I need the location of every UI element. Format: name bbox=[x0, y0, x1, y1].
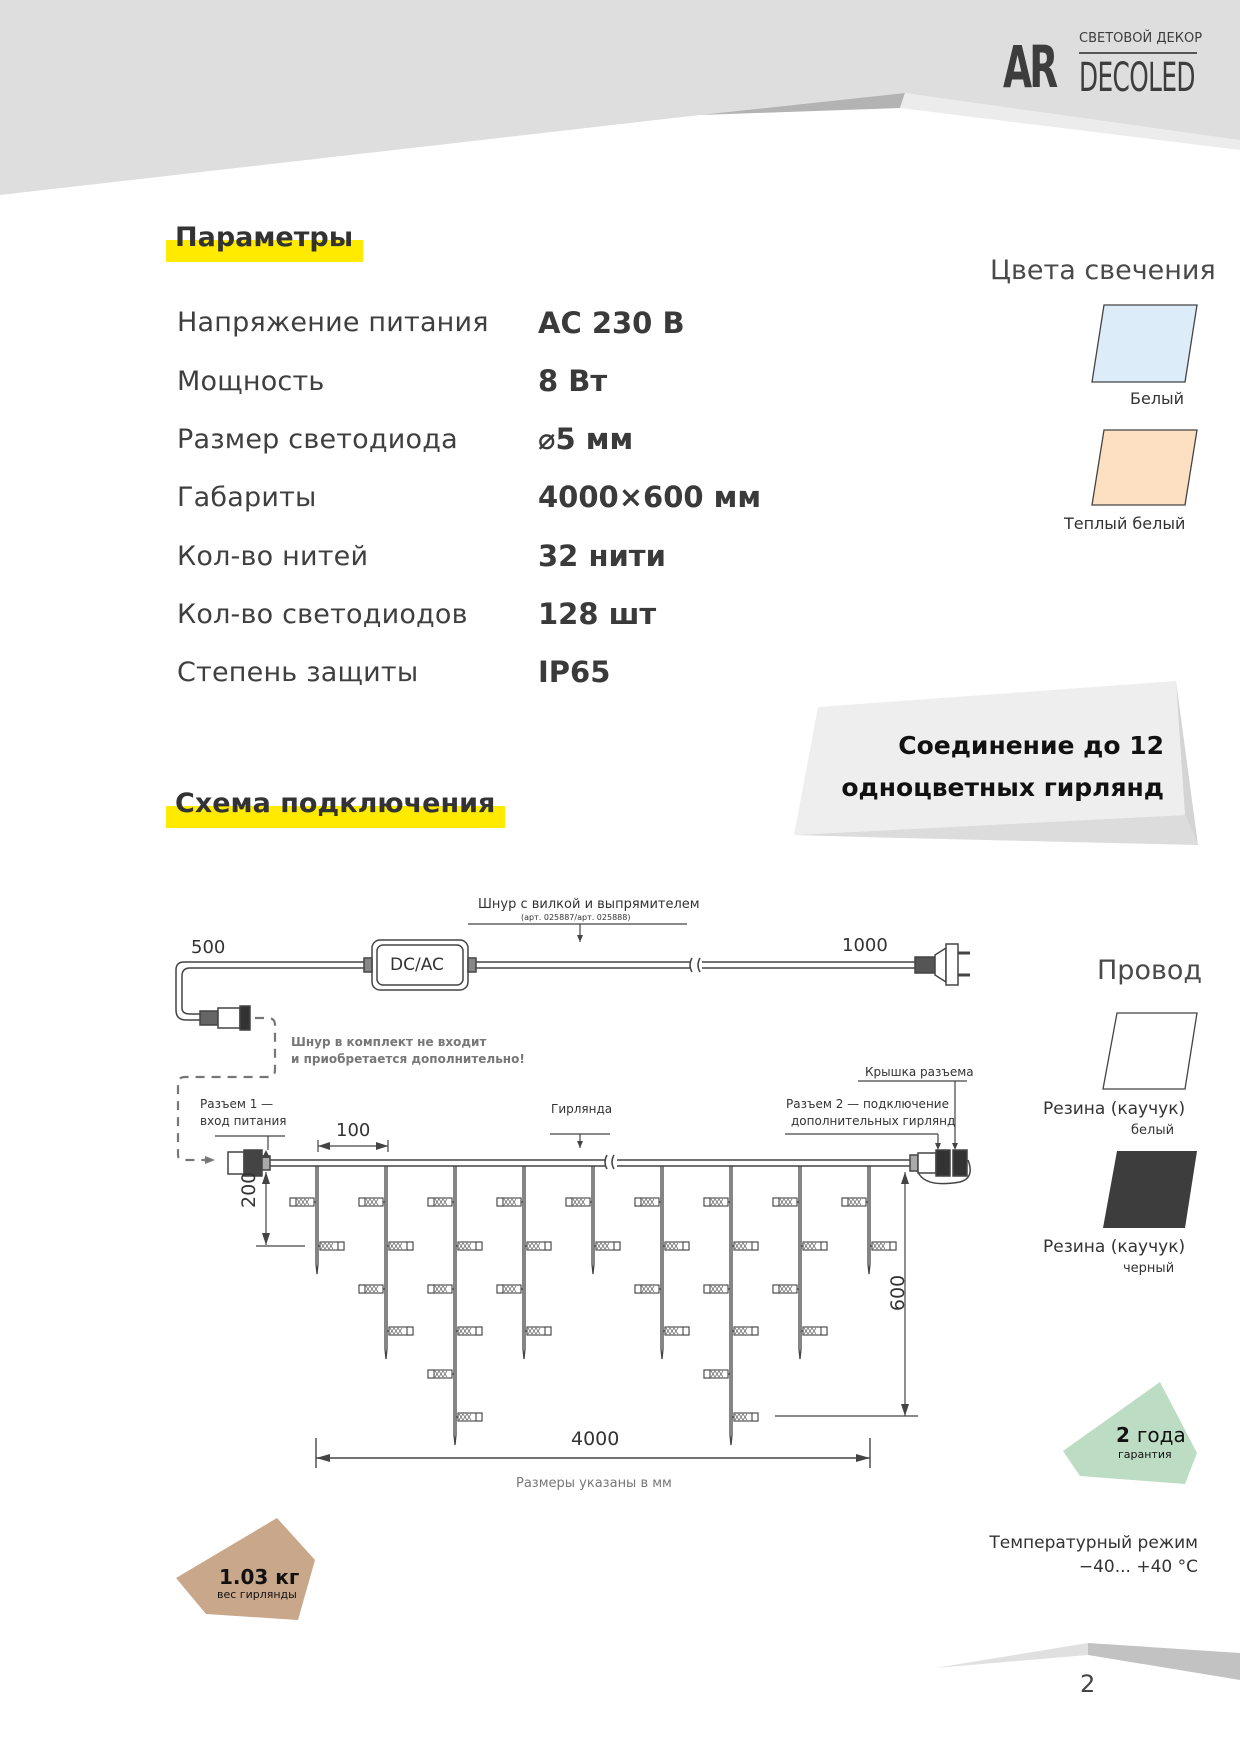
led-bulb bbox=[842, 1198, 868, 1206]
weight-value: 1.03 кг bbox=[219, 1565, 300, 1589]
cord-connector-body bbox=[218, 1008, 240, 1028]
led-bulb bbox=[387, 1242, 413, 1250]
warranty-caption: гарантия bbox=[1118, 1448, 1172, 1461]
led-bulb bbox=[456, 1242, 482, 1250]
led-bulb bbox=[663, 1327, 689, 1335]
arrowhead bbox=[901, 1404, 909, 1416]
led-bulb bbox=[773, 1285, 799, 1293]
plug-strain-relief bbox=[915, 957, 935, 973]
garland-strands bbox=[290, 1166, 896, 1445]
param-value: AC 230 В bbox=[538, 306, 685, 340]
led-bulb bbox=[318, 1242, 344, 1250]
warranty-unit: года bbox=[1136, 1423, 1186, 1447]
led-bulb bbox=[290, 1198, 316, 1206]
arrowhead bbox=[262, 1172, 270, 1184]
plug-body bbox=[935, 948, 946, 982]
led-bulb bbox=[663, 1242, 689, 1250]
led-bulb bbox=[456, 1327, 482, 1335]
garland-main-wire bbox=[270, 1160, 605, 1166]
arrowhead bbox=[901, 1172, 909, 1184]
led-bulb bbox=[732, 1413, 758, 1421]
cord-label: Шнур с вилкой и выпрямителем bbox=[478, 897, 700, 912]
arrowhead bbox=[577, 935, 583, 942]
glow-color-label: Теплый белый bbox=[1064, 514, 1186, 533]
temperature-range bbox=[989, 1531, 1198, 1579]
connector2-pointer bbox=[785, 1134, 938, 1148]
arrowhead bbox=[262, 1150, 270, 1158]
logo-name: DECOLED bbox=[1079, 55, 1195, 101]
led-bulb bbox=[704, 1198, 730, 1206]
wire-title: Провод bbox=[1097, 955, 1203, 986]
param-label: Размер светодиода bbox=[177, 424, 458, 455]
connector1-label-line1: Разъем 1 — bbox=[200, 1097, 274, 1111]
led-bulb bbox=[359, 1285, 385, 1293]
led-bulb bbox=[428, 1370, 454, 1378]
dim-1000: 1000 bbox=[842, 935, 888, 956]
cord-wire-plug bbox=[702, 962, 915, 968]
param-label: Кол-во светодиодов bbox=[177, 599, 468, 630]
strand-wire bbox=[454, 1166, 456, 1445]
connector1-label-line2: вход питания bbox=[200, 1114, 287, 1128]
temperature-label: Температурный режим bbox=[989, 1533, 1198, 1553]
param-label: Мощность bbox=[177, 366, 325, 397]
garland-main-wire-right bbox=[617, 1160, 910, 1166]
arrowhead bbox=[316, 1454, 330, 1462]
strand-wire bbox=[523, 1166, 525, 1359]
dim-200: 200 bbox=[238, 1171, 260, 1208]
param-value: 8 Вт bbox=[538, 364, 608, 398]
cord-articles: (арт. 025887/арт. 025888) bbox=[521, 913, 631, 922]
wire-label: Резина (каучук) bbox=[1043, 1099, 1186, 1119]
connector2-nut bbox=[936, 1150, 950, 1176]
param-value: 128 шт bbox=[538, 597, 657, 631]
callout-line: одноцветных гирлянд bbox=[841, 773, 1164, 802]
units-note: Размеры указаны в мм bbox=[516, 1476, 672, 1491]
cap-label: Крышка разъема bbox=[865, 1065, 974, 1079]
parameters-heading: Параметры bbox=[175, 222, 353, 253]
cord-label-pointer bbox=[468, 924, 687, 942]
param-value: 32 нити bbox=[538, 539, 666, 573]
led-bulb bbox=[732, 1327, 758, 1335]
dim-500: 500 bbox=[191, 937, 226, 958]
connector1-pin bbox=[262, 1156, 270, 1170]
converter-pin-left bbox=[364, 958, 372, 972]
dim-600: 600 bbox=[887, 1274, 910, 1312]
led-bulb bbox=[525, 1242, 551, 1250]
led-bulb bbox=[456, 1413, 482, 1421]
led-bulb bbox=[428, 1285, 454, 1293]
wire-sublabel: белый bbox=[1131, 1123, 1175, 1138]
wire-label: Резина (каучук) bbox=[1043, 1237, 1186, 1257]
connector2-label-line1: Разъем 2 — подключение bbox=[786, 1097, 949, 1111]
glow-colors-title: Цвета свечения bbox=[990, 255, 1216, 286]
cord-wire-right bbox=[476, 962, 690, 968]
page-number: 2 bbox=[1080, 1670, 1096, 1698]
warranty-value: 2 bbox=[1116, 1423, 1130, 1447]
arrowhead bbox=[205, 1156, 215, 1164]
led-bulb bbox=[870, 1242, 896, 1250]
logo-mark: AR bbox=[1003, 33, 1056, 101]
strand-wire bbox=[661, 1166, 663, 1359]
arrowhead bbox=[935, 1143, 941, 1150]
param-value: ⌀5 мм bbox=[538, 422, 634, 456]
wiring-heading: Схема подключения bbox=[175, 788, 495, 819]
param-label: Габариты bbox=[177, 482, 317, 513]
wire-sublabel: черный bbox=[1123, 1261, 1175, 1276]
dashed-connection bbox=[178, 1018, 275, 1160]
arrowhead bbox=[318, 1142, 330, 1150]
dim-4000: 4000 bbox=[571, 1428, 620, 1450]
cord-break bbox=[690, 958, 700, 972]
led-bulb bbox=[359, 1198, 385, 1206]
cord-wire-left-inner bbox=[182, 968, 368, 1014]
strand-wire bbox=[316, 1166, 318, 1274]
arrowhead bbox=[376, 1142, 388, 1150]
arrowhead bbox=[577, 1141, 583, 1148]
led-bulb bbox=[635, 1285, 661, 1293]
param-label: Степень защиты bbox=[177, 657, 419, 688]
param-label: Кол-во нитей bbox=[177, 541, 369, 572]
dim-100: 100 bbox=[336, 1120, 371, 1141]
plug-prongs bbox=[958, 953, 970, 975]
connector2-label-line2: дополнительных гирлянд bbox=[791, 1114, 956, 1128]
led-bulb bbox=[594, 1242, 620, 1250]
converter-label: DC/AC bbox=[390, 955, 444, 975]
param-value: 4000×600 мм bbox=[538, 480, 762, 514]
cord-connector bbox=[200, 1011, 218, 1025]
connector2-cap bbox=[953, 1150, 967, 1176]
cord-connector-nut bbox=[240, 1006, 250, 1030]
led-bulb bbox=[801, 1242, 827, 1250]
connector2-pin bbox=[910, 1155, 918, 1171]
glow-color-label: Белый bbox=[1130, 389, 1185, 408]
strand-wire bbox=[730, 1166, 732, 1445]
arrowhead bbox=[856, 1454, 870, 1462]
garland-break bbox=[605, 1155, 614, 1169]
converter-pin-right bbox=[468, 958, 476, 972]
param-value: IP65 bbox=[538, 655, 611, 689]
plug-head bbox=[946, 944, 958, 985]
led-bulb bbox=[801, 1327, 827, 1335]
led-bulb bbox=[525, 1327, 551, 1335]
strand-wire bbox=[868, 1166, 870, 1274]
param-label: Напряжение питания bbox=[177, 307, 489, 338]
connector2-body bbox=[918, 1153, 936, 1173]
garland-label: Гирлянда bbox=[551, 1102, 613, 1116]
strand-wire bbox=[799, 1166, 801, 1359]
arrowhead bbox=[952, 1143, 958, 1150]
connector1-pointer bbox=[215, 1136, 285, 1150]
led-bulb bbox=[387, 1327, 413, 1335]
temperature-value: −40... +40 °С bbox=[1078, 1557, 1198, 1577]
led-bulb bbox=[566, 1198, 592, 1206]
led-bulb bbox=[704, 1370, 730, 1378]
led-bulb bbox=[732, 1242, 758, 1250]
led-bulb bbox=[704, 1285, 730, 1293]
led-bulb bbox=[773, 1198, 799, 1206]
logo-tagline: СВЕТОВОЙ ДЕКОР bbox=[1079, 31, 1203, 46]
connector1-cap bbox=[228, 1152, 244, 1174]
callout-line: Соединение до 12 bbox=[898, 731, 1164, 760]
strand-wire bbox=[592, 1166, 594, 1274]
weight-caption: вес гирлянды bbox=[217, 1588, 297, 1601]
led-bulb bbox=[635, 1198, 661, 1206]
not-included-note-line1: Шнур в комплект не входит bbox=[291, 1035, 487, 1049]
led-bulb bbox=[497, 1198, 523, 1206]
led-bulb bbox=[428, 1198, 454, 1206]
led-bulb bbox=[497, 1285, 523, 1293]
arrowhead bbox=[262, 1233, 270, 1245]
strand-wire bbox=[385, 1166, 387, 1359]
not-included-note-line2: и приобретается дополнительно! bbox=[291, 1052, 525, 1066]
